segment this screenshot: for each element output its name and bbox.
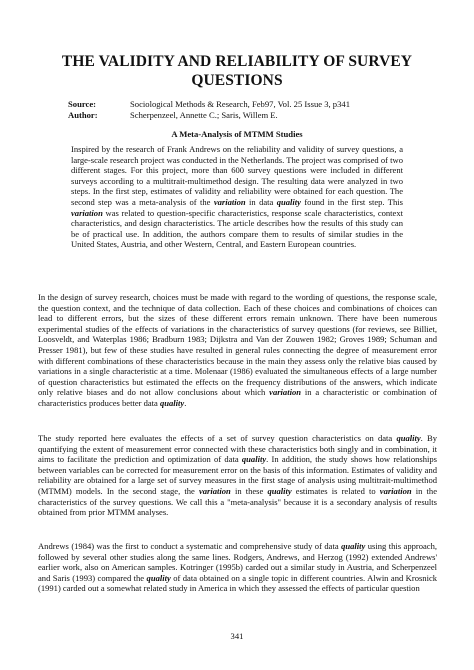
text-run: Inspired by the research of Frank Andrews on the reliability and validity of survey questions, a large-scale research project was conducted in the Netherlands. The project was comprised of two different stages. For this project, more than 600 survey questions were included in different surveys according to a multitrait-multimethod design. The resulting data were analyzed in two steps. In the first step, estimates of validity and reliability were obtained for each question. The second step was a meta-analysis of the — [71, 144, 403, 207]
emphasized-term: quality — [396, 433, 421, 443]
emphasized-term: variation — [71, 207, 103, 218]
text-run: estimates is related to — [291, 485, 380, 496]
abstract-title: A Meta-Analysis of MTMM Studies — [171, 129, 303, 139]
text-run: . In addition, the study shows how relationships between variables can be corrected for measurement error on the basis of this information. Estimates of validity and reliability are obtained for a large set of survey measures in the first stage of analysis using multitrait-multimethod (MTMM) models. In the second stage, the — [38, 454, 437, 496]
emphasized-term: quality — [146, 572, 171, 583]
text-run: Andrews (1984) was the first to conduct a systematic and comprehensive study of data — [38, 541, 342, 551]
emphasized-term: variation — [213, 196, 246, 207]
emphasized-term: quality — [159, 397, 185, 408]
text-run: In the design of survey research, choices must be made with regard to the wording of questions, the response scale, the question context, and the technique of data collection. Each of these choices and combinations of choices can lead to different errors, but the sizes of these different errors remain unknown. There have been numerous experimental studies of the effects of variations in the characteristics of survey questions (for reviews, see Billiet, Loosveldt, and Waterplas 1986; Bradburn 1983; Dijkstra and Van der Zouwen 1982; Groves 1989; Schuman and Presser 1981), but few of these studies have resulted in general rules connecting the degree of measurement error with different combinations of these characteristics because in the main they assess only the relative bias caused by variations in a single characteristic at a time. Molenaar (1986) evaluated the simultaneous effects of a large number of question characteristics but estimated the effects on the frequency distributions of the answers, which indicate only relative biases and do not allow conclusions about which — [38, 292, 437, 398]
text-run: using this approach, followed by several other studies along the same lines. Rodgers, Andrews, and Herzog (1992) extended Andrews' earlier work, also on American samples. Kotringer (1995b) carded out a similar study in Austria, and Scherpenzeel and Saris (1993) compared the — [38, 541, 437, 583]
text-run: in these — [230, 485, 268, 496]
emphasized-term: quality — [341, 541, 366, 551]
text-run: of data obtained on a single topic in different countries. Alwin and Krosnick (1991) carded out a somewhat related study in America in which they assessed the effects of particular question — [38, 572, 437, 594]
text-run: in a characteristic or combination of characteristics produces better data — [38, 387, 437, 408]
author-value: Scherpenzeel, Annette C.; Saris, Willem E. — [130, 110, 278, 120]
text-run: . By quantifying the extent of measurement error connected with these characteristics both singly and in combination, it aims to facilitate the prediction and optimization of data — [38, 433, 437, 465]
source-label: Source: — [68, 99, 97, 109]
author-label: Author: — [68, 110, 98, 120]
article-title — [30, 52, 444, 90]
title-line-2: QUESTIONS — [191, 72, 283, 89]
emphasized-term: quality — [241, 454, 267, 465]
text-run: in data — [245, 196, 277, 207]
text-run: . — [184, 397, 187, 408]
emphasized-term: variation — [198, 485, 231, 496]
emphasized-term: variation — [379, 485, 412, 496]
title-line-1: THE VALIDITY AND RELIABILITY OF SURVEY — [61, 53, 413, 70]
source-value: Sociological Methods & Research, Feb97, Vol. 25 Issue 3, p341 — [130, 99, 350, 109]
abstract-paragraph — [71, 144, 403, 250]
body-paragraph-1 — [38, 292, 437, 409]
text-run: in the characteristics of the survey questions. We call this a "meta-analysis" because it is a secondary analysis of results obtained from prior MTMM analyses. — [38, 485, 437, 518]
text-run: found in the first step. This — [300, 196, 403, 207]
text-run: The study reported here evaluates the effects of a set of survey question characteristics on data — [38, 433, 397, 443]
emphasized-term: quality — [276, 196, 301, 207]
page-number: 341 — [230, 631, 244, 641]
emphasized-term: variation — [269, 387, 301, 398]
body-paragraph-2 — [38, 433, 437, 518]
body-paragraph-3 — [38, 541, 437, 644]
emphasized-term: quality — [267, 485, 292, 496]
text-run: was related to question-specific characteristics, response scale characteristics, context characteristics, and design characteristics. The article describes how the results of this study can be of practical use. In addition, the authors compare them to results of similar studies in the United States, Austria, and other Western, Central, and Eastern European countries. — [71, 207, 403, 250]
